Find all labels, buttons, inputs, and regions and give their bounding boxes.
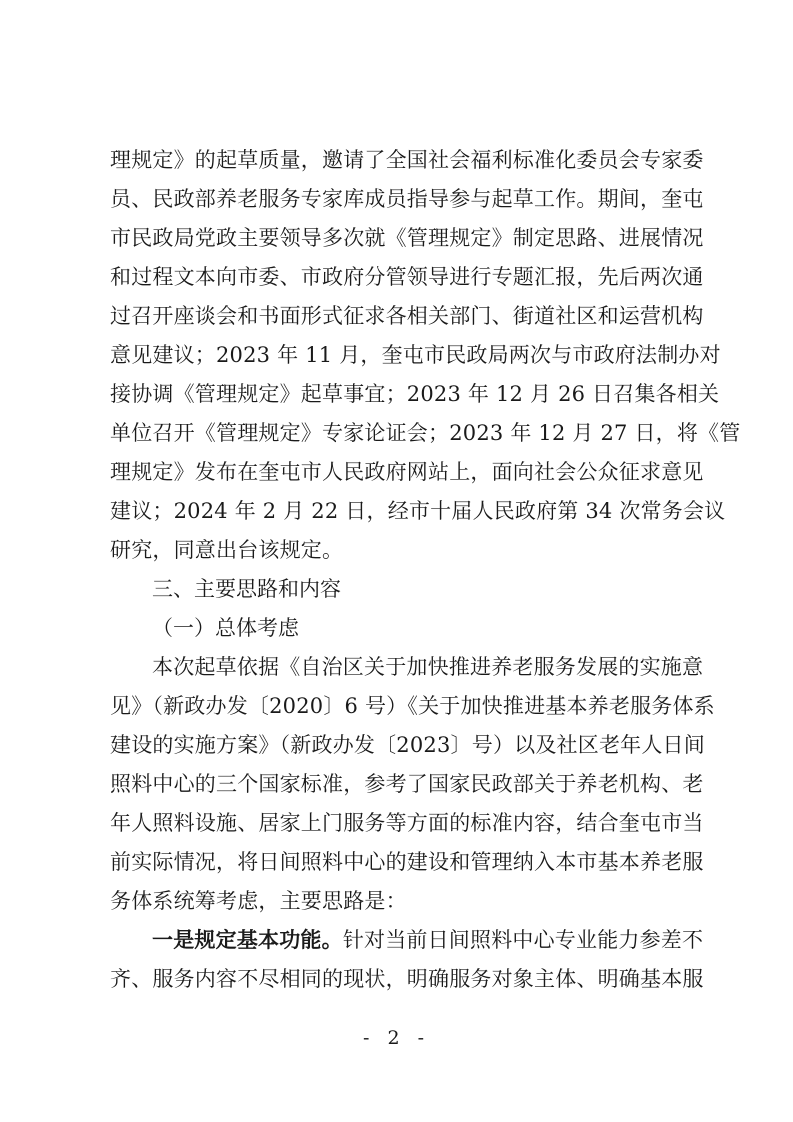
section-heading: 三、主要思路和内容 (152, 577, 341, 601)
body-text-line: 单位召开《管理规定》专家论证会；2023 年 12 月 27 日，将《管 (110, 421, 741, 445)
body-text-line: 齐、服务内容不尽相同的现状，明确服务对象主体、明确基本服 (110, 967, 704, 991)
body-text-line (152, 926, 704, 954)
body-text-line: 研究，同意出台该规定。 (110, 538, 344, 562)
body-text-line: 见》（新政办发〔2020〕6 号）《关于加快推进基本养老服务体系 (110, 694, 715, 718)
body-text-line: 照料中心的三个国家标准，参考了国家民政部关于养老机构、老 (110, 772, 704, 796)
page-number: - 2 - (362, 1027, 430, 1049)
body-text-line: 建设的实施方案》（新政办发〔2023〕号）以及社区老年人日间 (110, 733, 705, 757)
body-text-line: 务体系统筹考虑，主要思路是： (110, 889, 407, 913)
body-text-line: 建议；2024 年 2 月 22 日，经市十届人民政府第 34 次常务会议 (110, 499, 726, 523)
body-text-line: 年人照料设施、居家上门服务等方面的标准内容，结合奎屯市当 (110, 811, 704, 835)
body-text-line: 意见建议；2023 年 11 月，奎屯市民政局两次与市政府法制办对 (110, 343, 721, 367)
body-text-line: 过召开座谈会和书面形式征求各相关部门、街道社区和运营机构 (110, 304, 704, 328)
body-text-line: 和过程文本向市委、市政府分管领导进行专题汇报，先后两次通 (110, 265, 704, 289)
body-text-line: 理规定》的起草质量，邀请了全国社会福利标准化委员会专家委 (110, 148, 704, 172)
body-text-line: 前实际情况，将日间照料中心的建设和管理纳入本市基本养老服 (110, 850, 704, 874)
body-text-line: 接协调《管理规定》起草事宜；2023 年 12 月 26 日召集各相关 (110, 382, 720, 406)
bold-lead-text: 一是规定基本功能。 (152, 927, 343, 952)
body-text-line: 理规定》发布在奎屯市人民政府网站上，面向社会公众征求意见 (110, 460, 704, 484)
subsection-heading: （一）总体考虑 (152, 616, 299, 640)
body-text-line: 员、民政部养老服务专家库成员指导参与起草工作。期间，奎屯 (110, 187, 704, 211)
body-text-span: 针对当前日间照料中心专业能力参差不 (342, 928, 704, 952)
body-text-line: 本次起草依据《自治区关于加快推进养老服务发展的实施意 (152, 655, 704, 679)
body-text-line: 市民政局党政主要领导多次就《管理规定》制定思路、进展情况 (110, 226, 704, 250)
